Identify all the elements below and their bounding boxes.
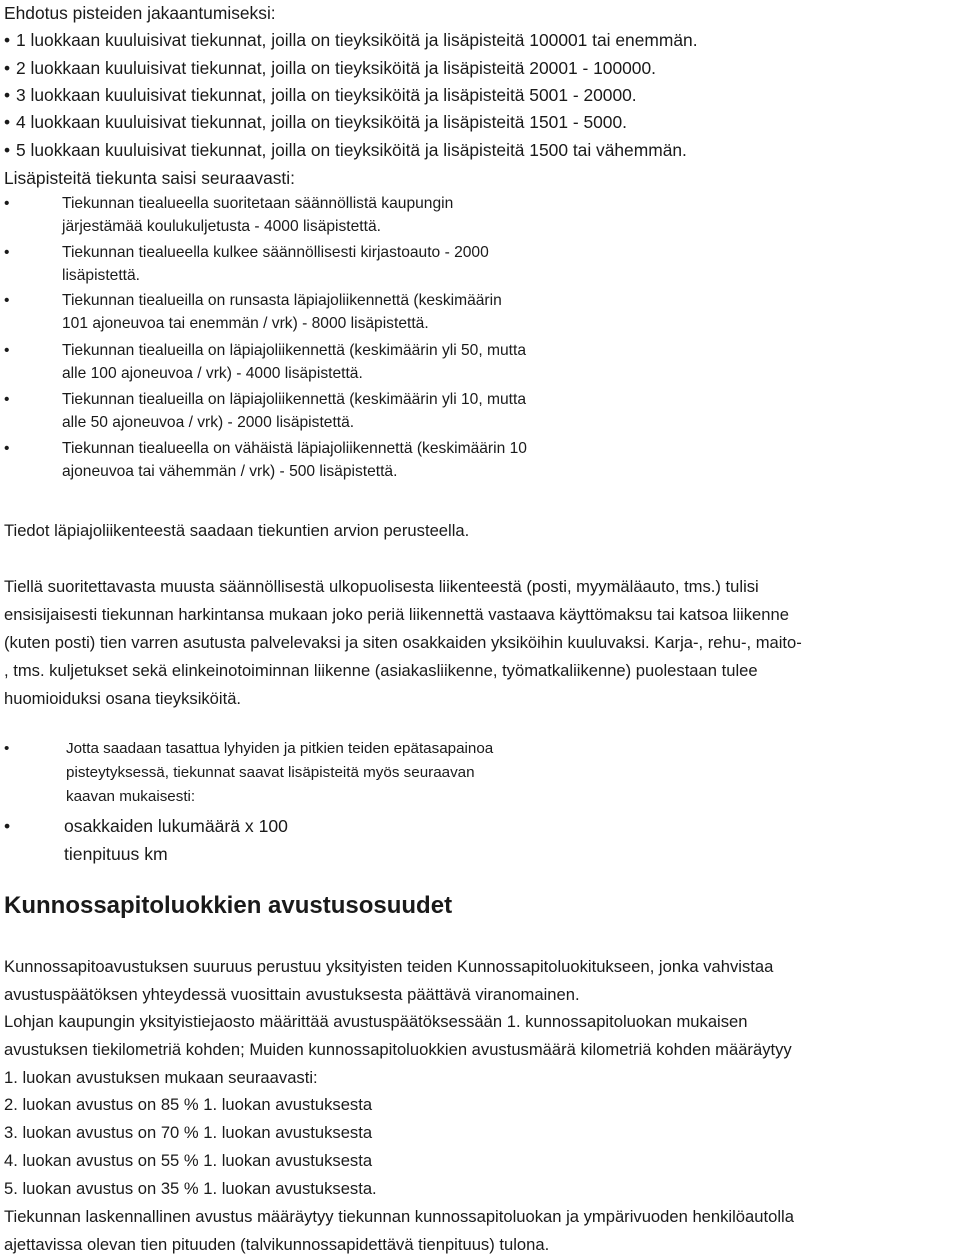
bullet-icon: • <box>4 244 10 261</box>
bullet-icon: • <box>4 391 10 408</box>
traffic-note: Tiedot läpiajoliikenteestä saadaan tiekuntien arvion perusteella. <box>4 521 470 540</box>
section-title: Kunnossapitoluokkien avustusosuudet <box>4 892 453 919</box>
bullet-icon: • <box>4 85 11 105</box>
bullet-icon: • <box>4 140 11 160</box>
list-item: • 1 luokkaan kuuluisivat tiekunnat, joilla on tieyksiköitä ja lisäpisteitä 100001 tai enemmän. <box>4 30 698 50</box>
extra-points-heading: Lisäpisteitä tiekunta saisi seuraavasti: <box>4 168 295 188</box>
formula-denominator: tienpituus km <box>64 844 168 864</box>
bullet-icon: • <box>4 195 10 212</box>
bullet-icon: • <box>4 292 10 309</box>
bullet-icon: • <box>4 740 10 757</box>
bullet-icon: • <box>4 112 11 132</box>
list-item: • 4 luokkaan kuuluisivat tiekunnat, joilla on tieyksiköitä ja lisäpisteitä 1501 - 5000. <box>4 112 627 132</box>
bullet-icon: • <box>4 30 11 50</box>
formula-numerator: osakkaiden lukumäärä x 100 <box>64 816 288 836</box>
bullet-icon: • <box>4 58 11 78</box>
list-item: • 3 luokkaan kuuluisivat tiekunnat, joilla on tieyksiköitä ja lisäpisteitä 5001 - 20000. <box>4 85 637 105</box>
intro-text: Ehdotus pisteiden jakaantumiseksi: <box>4 3 276 23</box>
list-item: • 5 luokkaan kuuluisivat tiekunnat, joilla on tieyksiköitä ja lisäpisteitä 1500 tai vähemmän. <box>4 140 687 160</box>
bullet-icon: • <box>4 440 10 457</box>
list-item: • 2 luokkaan kuuluisivat tiekunnat, joilla on tieyksiköitä ja lisäpisteitä 20001 - 100000. <box>4 58 656 78</box>
bullet-icon: • <box>4 816 11 836</box>
bullet-icon: • <box>4 342 10 359</box>
